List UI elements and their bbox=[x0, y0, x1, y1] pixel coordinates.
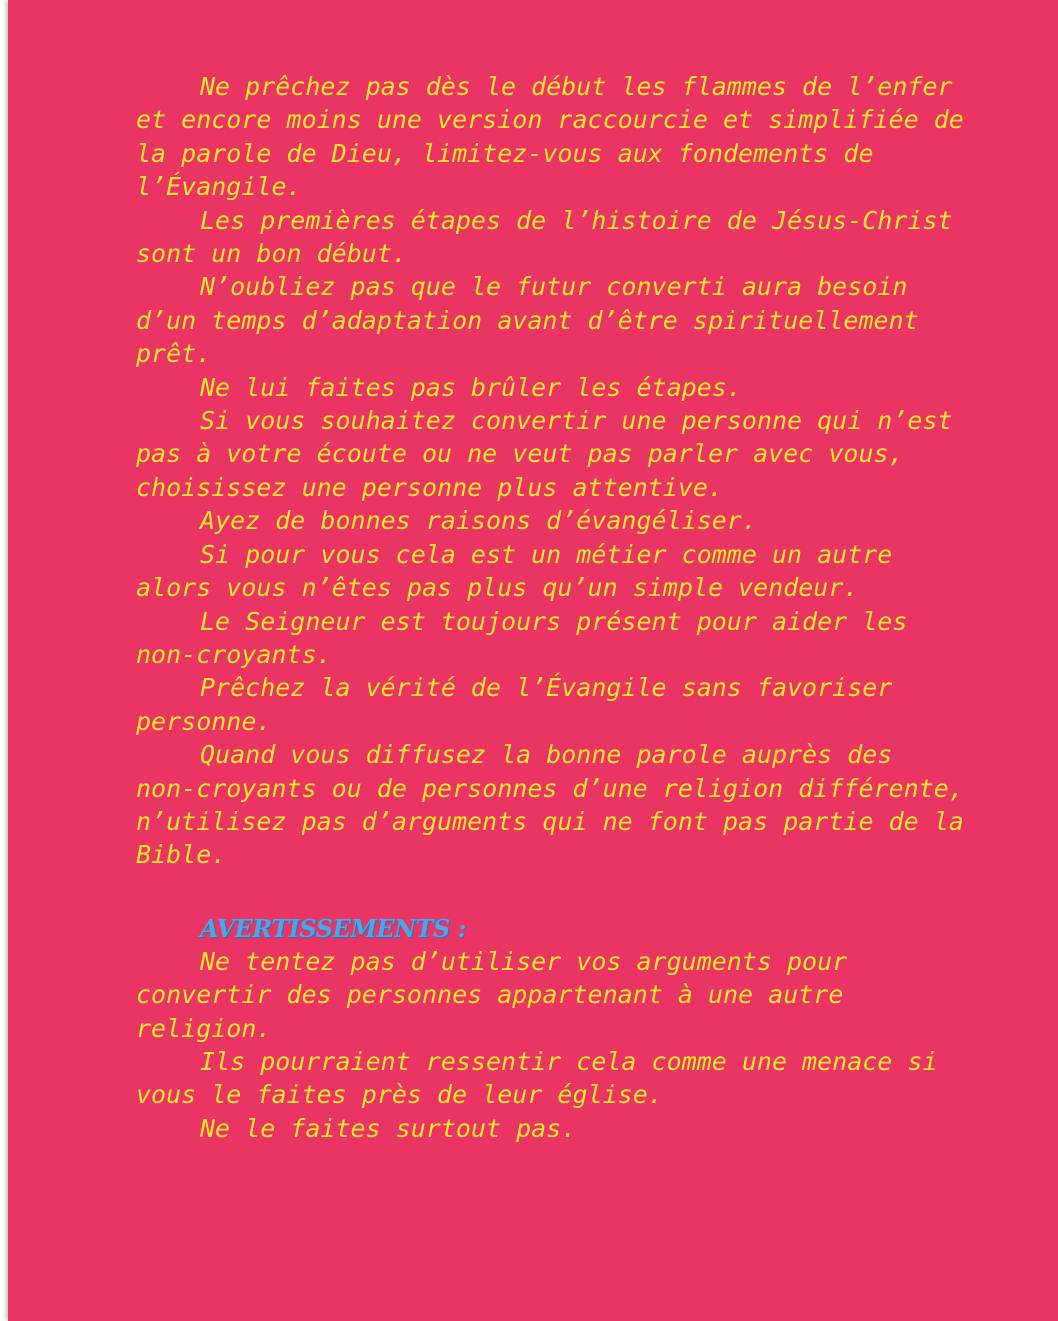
paragraph: Les premières étapes de l’histoire de Jésus-Christ sont un bon début. bbox=[136, 205, 953, 269]
paragraph: Ne lui faites pas brûler les étapes. bbox=[200, 372, 742, 402]
paragraph: Si vous souhaitez convertir une personne qui n’est pas à votre écoute ou ne veut pas parler avec vous, choisissez une personne plus attentive. bbox=[136, 406, 953, 502]
document-page bbox=[8, 0, 1058, 1321]
warning-paragraph: Ils pourraient ressentir cela comme une menace si vous le faites près de leur église. bbox=[136, 1046, 938, 1110]
paragraph: Ayez de bonnes raisons d’évangéliser. bbox=[200, 506, 757, 536]
paragraph: Quand vous diffusez la bonne parole auprès des non-croyants ou de personnes d’une religion différente, n’utilisez pas d’arguments qui ne font pas partie de la Bible. bbox=[136, 740, 964, 870]
paragraph: Le Seigneur est toujours présent pour aider les non-croyants. bbox=[136, 606, 908, 669]
paragraph: Prêchez la vérité de l’Évangile sans favoriser personne. bbox=[136, 673, 893, 736]
paragraph: Si pour vous cela est un métier comme un autre alors vous n’êtes pas plus qu’un simple vendeur. bbox=[136, 539, 893, 603]
paragraph: Ne prêchez pas dès le début les flammes de l’enfer et encore moins une version raccourcie et simplifiée de la parole de Dieu, limitez-vous aux fondements de l’Évangile. bbox=[136, 72, 964, 202]
warning-paragraph: Ne le faites surtout pas. bbox=[200, 1113, 577, 1143]
warnings-heading: AVERTISSEMENTS : bbox=[200, 913, 467, 943]
warning-paragraph: Ne tentez pas d’utiliser vos arguments pour convertir des personnes appartenant à une autre religion. bbox=[136, 946, 848, 1043]
section-spacer bbox=[136, 872, 966, 912]
paragraph: N’oubliez pas que le futur converti aura besoin d’un temps d’adaptation avant d’être spirituellement prêt. bbox=[136, 272, 919, 369]
document-body bbox=[136, 70, 966, 1145]
